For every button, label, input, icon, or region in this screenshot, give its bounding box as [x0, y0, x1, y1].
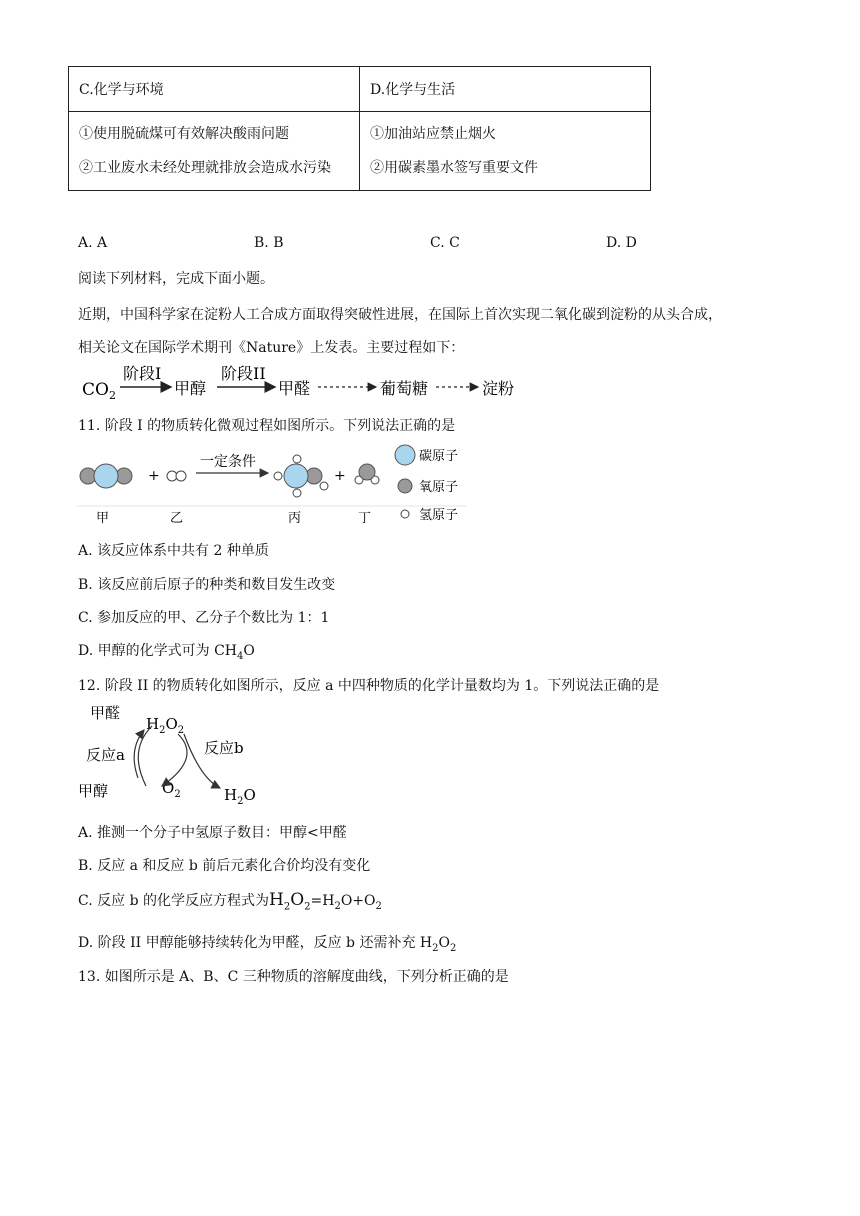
cycle-reaction-a: 反应a — [86, 746, 125, 764]
q12-stem: 12. 阶段 II 的物质转化如图所示，反应 a 中四种物质的化学计量数均为 1。下列说法正确的是 — [78, 678, 660, 694]
cycle-h2o2: $H_2O_2$ — [146, 715, 185, 736]
comparison-table — [68, 66, 651, 191]
passage-line-1: 近期，中国科学家在淀粉人工合成方面取得突破性进展，在国际上首次实现二氧化碳到淀粉的从头合成， — [78, 307, 722, 323]
q12-option-d[interactable]: D. 阶段 II 甲醇能够持续转化为甲醛，反应 b 还需补充 $H_2O_2$ — [78, 935, 457, 954]
label-jia: 甲 — [96, 511, 110, 526]
process-stage2: 阶段II — [221, 364, 266, 383]
passage-intro: 阅读下列材料，完成下面小题。 — [78, 271, 274, 287]
q11-stem: 11. 阶段 I 的物质转化微观过程如图所示。下列说法正确的是 — [78, 418, 456, 434]
process-stage1: 阶段I — [123, 364, 162, 383]
q10-option-a[interactable]: A. A — [78, 235, 108, 251]
molecule-yi — [167, 471, 186, 481]
passage-line-2: 相关论文在国际学术期刊《Nature》上发表。主要过程如下： — [78, 340, 465, 356]
process-glucose: 葡萄糖 — [380, 379, 429, 398]
molecule-ding — [355, 464, 379, 484]
q12-cycle-diagram — [78, 700, 278, 808]
legend-hydrogen-icon — [401, 510, 409, 518]
legend-oxygen-label: 氧原子 — [419, 480, 459, 495]
q12-option-b[interactable]: B. 反应 a 和反应 b 前后元素化合价均没有变化 — [78, 858, 371, 874]
reaction-condition: 一定条件 — [200, 454, 256, 470]
label-yi: 乙 — [170, 511, 184, 526]
q12-option-c[interactable]: C. 反应 b 的化学反应方程式为$H_2O_2=H_2O+O_2$ — [78, 890, 382, 913]
process-co2: $CO_2$ — [82, 380, 116, 402]
legend-carbon-label: 碳原子 — [419, 449, 459, 464]
plus-sign-1: + — [148, 468, 160, 484]
legend-hydrogen-label: 氢原子 — [419, 508, 459, 523]
process-formaldehyde: 甲醛 — [278, 379, 311, 398]
q10-option-c[interactable]: C. C — [430, 235, 460, 251]
q12-option-a[interactable]: A. 推测一个分子中氢原子数目：甲醇<甲醛 — [78, 825, 347, 841]
table-cell-c — [69, 112, 360, 191]
table-c-item-1: ①使用脱硫煤可有效解决酸雨问题 — [79, 126, 289, 142]
table-header-c: C.化学与环境 — [69, 67, 360, 112]
molecule-jia — [80, 464, 132, 488]
process-diagram — [78, 362, 538, 402]
cycle-o2: $O_2$ — [162, 779, 181, 800]
q13-stem: 13. 如图所示是 A、B、C 三种物质的溶解度曲线，下列分析正确的是 — [78, 969, 509, 985]
q11-option-a[interactable]: A. 该反应体系中共有 2 种单质 — [78, 543, 269, 559]
q11-option-d[interactable]: D. 甲醇的化学式可为 $CH_4O$ — [78, 643, 255, 662]
label-bing: 丙 — [288, 511, 302, 526]
molecule-bing — [274, 455, 328, 497]
plus-sign-2: + — [334, 468, 346, 484]
process-starch: 淀粉 — [482, 379, 515, 398]
legend-carbon-icon — [395, 445, 415, 465]
cycle-h2o: $H_2O$ — [224, 786, 256, 807]
table-d-item-2: ②用碳素墨水签写重要文件 — [370, 160, 538, 176]
cycle-reaction-b: 反应b — [204, 739, 244, 757]
q11-option-c[interactable]: C. 参加反应的甲、乙分子个数比为 1：1 — [78, 610, 330, 626]
process-methanol: 甲醇 — [174, 379, 207, 398]
cycle-formaldehyde: 甲醛 — [90, 704, 121, 722]
legend-oxygen-icon — [398, 479, 412, 493]
table-header-d: D.化学与生活 — [360, 67, 651, 112]
cycle-methanol: 甲醇 — [78, 782, 109, 800]
q10-option-d[interactable]: D. D — [606, 235, 637, 251]
table-cell-d — [360, 112, 651, 191]
table-c-item-2: ②工业废水未经处理就排放会造成水污染 — [79, 160, 331, 176]
table-d-item-1: ①加油站应禁止烟火 — [370, 126, 496, 142]
q10-option-b[interactable]: B. B — [254, 235, 284, 251]
arrow-reaction-a-up — [134, 730, 144, 778]
label-ding: 丁 — [358, 511, 372, 526]
q11-molecule-diagram — [76, 440, 476, 530]
q11-option-b[interactable]: B. 该反应前后原子的种类和数目发生改变 — [78, 577, 336, 593]
